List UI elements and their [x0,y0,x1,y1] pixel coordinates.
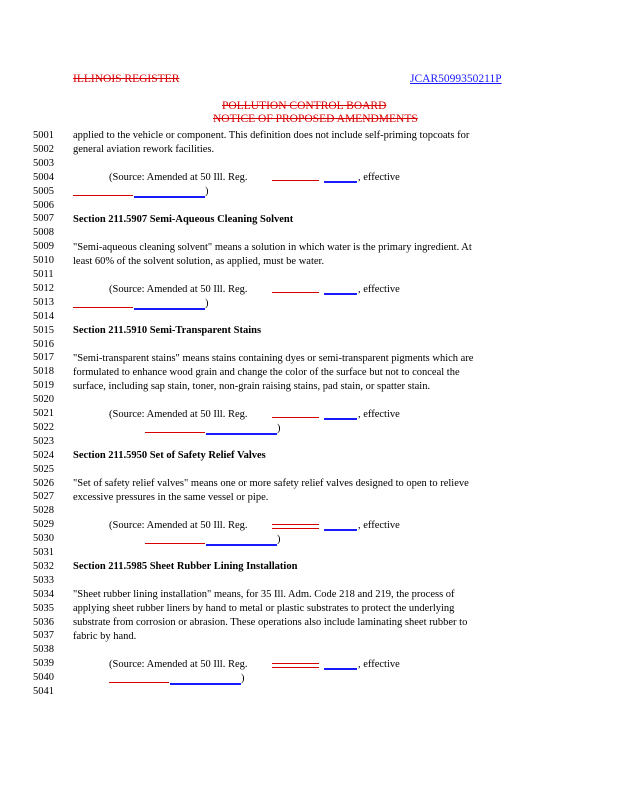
inserted-reg-page-1 [324,181,357,183]
body-line-5035: applying sheet rubber liners by hand to metal or plastic substrates to protect the underlying [73,603,455,614]
body-line-5018: formulated to enhance wood grain and change the color of the surface but not to conceal the [73,367,460,378]
line-number: 5007 [33,213,54,225]
line-number: 5028 [33,505,54,517]
line-number: 5014 [33,310,54,322]
line-number: 5035 [33,602,54,614]
close-paren-1: ) [205,186,209,197]
deleted-reg-volume-4a [272,524,319,525]
line-number: 5030 [33,533,54,545]
inserted-date-2 [134,308,205,310]
line-number: 5005 [33,185,54,197]
line-number: 5022 [33,421,54,433]
deleted-date-5 [109,682,169,683]
line-number: 5024 [33,449,54,461]
source-effective-2: , effective [358,284,400,295]
line-number: 5023 [33,435,54,447]
deleted-date-4 [145,543,205,544]
line-number: 5008 [33,227,54,239]
deleted-reg-volume-5a [272,663,319,664]
section-5907-heading: Section 211.5907 Semi-Aqueous Cleaning Solvent [73,214,294,225]
source-effective-4: , effective [358,520,400,531]
close-paren-3: ) [277,423,281,434]
section-5985-heading: Section 211.5985 Sheet Rubber Lining Installation [73,561,298,572]
line-number: 5010 [33,255,54,267]
deleted-date-3 [145,432,205,433]
body-line-5034: "Sheet rubber lining installation" means, for 35 Ill. Adm. Code 218 and 219, the process of [73,589,455,600]
line-number: 5001 [33,130,54,141]
line-number: 5025 [33,463,54,475]
line-number: 5031 [33,547,54,558]
line-number: 5016 [33,338,54,350]
line-number: 5027 [33,491,54,503]
deleted-reg-volume-3 [272,417,319,418]
source-note-2: (Source: Amended at 50 Ill. Reg. [109,284,248,295]
line-number: 5002 [33,143,54,155]
source-effective-5: , effective [358,659,400,670]
line-number: 5020 [33,394,54,406]
line-number: 5036 [33,616,54,628]
line-number: 5012 [33,282,54,294]
notice-title: NOTICE OF PROPOSED AMENDMENTS [213,113,418,125]
line-number: 5004 [33,171,54,183]
line-number: 5029 [33,519,54,531]
inserted-reg-page-3 [324,418,357,420]
line-number: 5021 [33,408,54,419]
inserted-reg-page-5 [324,668,357,670]
inserted-date-3 [206,433,277,435]
deleted-reg-volume-5b [272,667,319,668]
inserted-date-5 [170,683,241,685]
source-note-3: (Source: Amended at 50 Ill. Reg. [109,409,248,420]
line-number: 5034 [33,588,54,600]
body-line-5017: "Semi-transparent stains" means stains containing dyes or semi-transparent pigments which are [73,353,474,364]
deleted-date-1 [73,195,133,196]
line-number: 5033 [33,574,54,586]
line-number: 5011 [33,269,54,280]
close-paren-2: ) [205,298,209,309]
line-number: 5041 [33,686,54,697]
deleted-date-2 [73,307,133,308]
line-number: 5006 [33,199,54,211]
line-number: 5017 [33,352,54,364]
body-line-5002: general aviation rework facilities. [73,144,215,155]
inserted-date-4 [206,544,277,546]
inserted-date-1 [134,196,205,198]
body-line-5010: least 60% of the solvent solution, as applied, must be water. [73,256,325,267]
close-paren-5: ) [241,673,245,684]
line-number: 5015 [33,324,54,336]
source-note-1: (Source: Amended at 50 Ill. Reg. [109,172,248,183]
deleted-reg-volume-4b [272,528,319,529]
line-number: 5009 [33,241,54,253]
agency-title: POLLUTION CONTROL BOARD [222,100,387,112]
deleted-reg-volume-2 [272,292,319,293]
line-number: 5013 [33,296,54,308]
line-number: 5003 [33,157,54,169]
source-note-5: (Source: Amended at 50 Ill. Reg. [109,659,248,670]
body-line-5009: "Semi-aqueous cleaning solvent" means a solution in which water is the primary ingredient. At [73,242,472,253]
inserted-reg-page-2 [324,293,357,295]
line-number: 5038 [33,644,54,656]
inserted-reg-page-4 [324,529,357,531]
source-effective-1: , effective [358,172,400,183]
line-number: 5026 [33,477,54,489]
line-number: 5037 [33,630,54,642]
body-line-5036: substrate from corrosion or abrasion. These operations also include laminating sheet rubber to [73,617,468,628]
body-line-5037: fabric by hand. [73,631,137,642]
source-effective-3: , effective [358,409,400,420]
body-line-5026: excessive pressures in the same vessel or pipe. [73,492,269,503]
deleted-reg-volume-1 [272,180,319,181]
body-line-5025: "Set of safety relief valves" means one or more safety relief valves designed to open to relieve [73,478,469,489]
section-5910-heading: Section 211.5910 Semi-Transparent Stains [73,325,262,336]
body-line-5019: surface, including sap stain, toner, non-grain raising stains, pad stain, or spatter stain. [73,381,431,392]
section-5950-heading: Section 211.5950 Set of Safety Relief Valves [73,450,266,461]
close-paren-4: ) [277,534,281,545]
line-number: 5039 [33,658,54,670]
source-note-4: (Source: Amended at 50 Ill. Reg. [109,520,248,531]
body-line-5001: applied to the vehicle or component. This definition does not include self-priming topcoats for [73,130,470,141]
line-number: 5018 [33,366,54,378]
document-id: JCAR5099350211P [410,73,502,85]
line-number: 5040 [33,672,54,684]
line-number: 5032 [33,560,54,572]
register-title: ILLINOIS REGISTER [73,73,180,85]
line-number: 5019 [33,380,54,392]
